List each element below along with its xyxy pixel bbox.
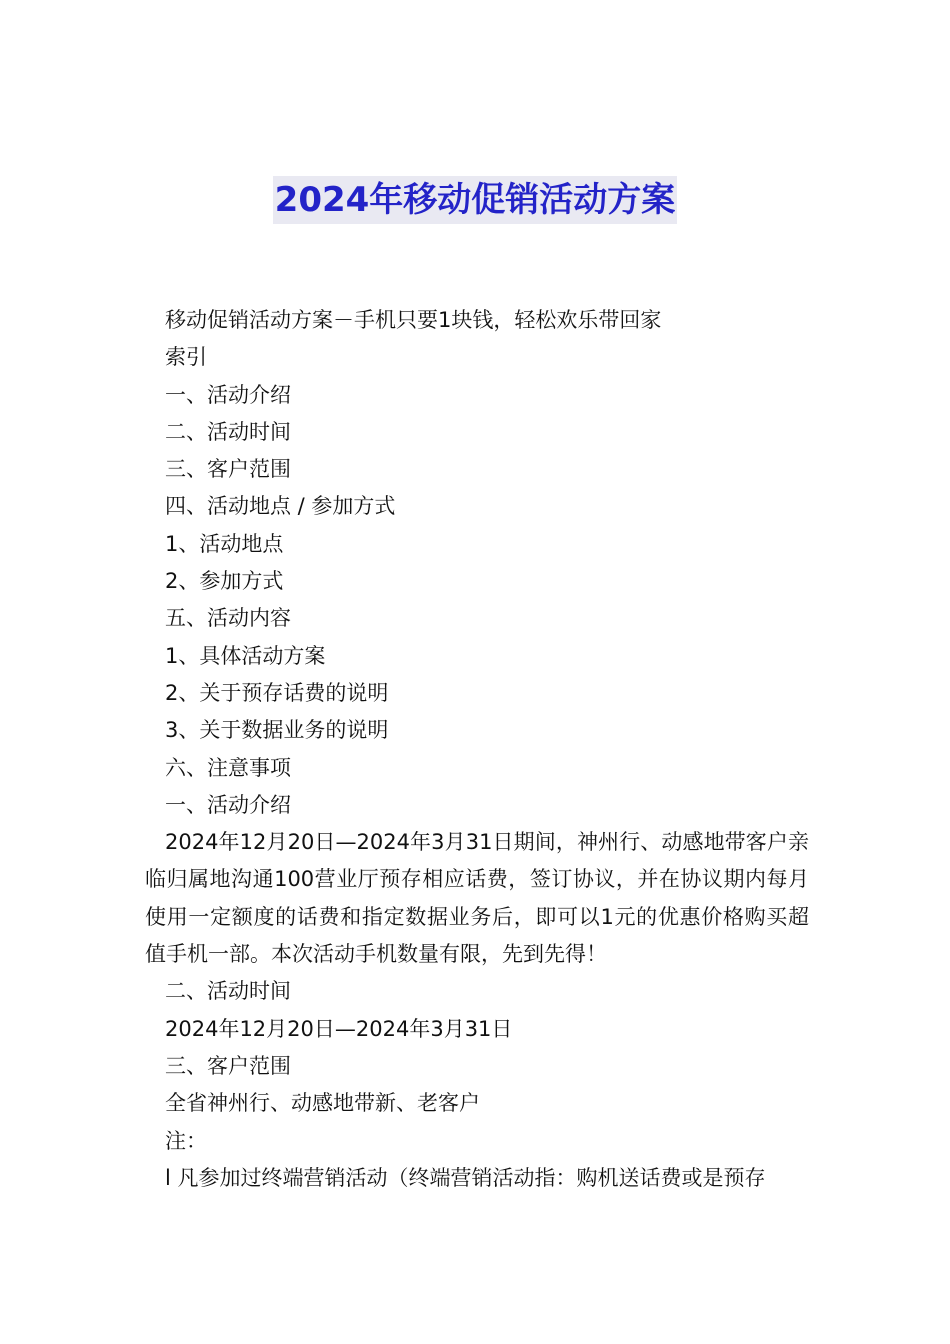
subtitle-line: 移动促销活动方案－手机只要1块钱，轻松欢乐带回家 [165, 308, 662, 332]
intro-paragraph: 2024年12月20日—2024年3月31日期间，神州行、动感地带客户亲临归属地沟通100营业厅预存相应话费，签订协议，并在协议期内每月使用一定额度的话费和指定数据业务后，即可以1元的优惠价格购买超值手机一部。本次活动手机数量有限，先到先得！ [145, 830, 809, 967]
document-title: 2024年移动促销活动方案 [273, 176, 678, 224]
index-item: 五、活动内容 [165, 606, 291, 631]
section-body-customers: 全省神州行、动感地带新、老客户 [165, 1091, 480, 1116]
index-subitem: 1、具体活动方案 [165, 643, 326, 668]
index-subitem: 2、参加方式 [165, 569, 284, 594]
index-heading: 索引 [165, 345, 207, 370]
index-item: 一、活动介绍 [165, 382, 291, 407]
index-item: 三、客户范围 [165, 457, 291, 482]
title-wrap [0, 176, 950, 224]
section-heading-intro: 一、活动介绍 [165, 792, 291, 817]
index-item: 六、注意事项 [165, 755, 291, 780]
document-body [145, 302, 809, 1197]
index-item: 二、活动时间 [165, 419, 291, 444]
section-heading-customers: 三、客户范围 [165, 1053, 291, 1078]
index-subitem: 3、关于数据业务的说明 [165, 718, 389, 743]
index-item: 四、活动地点 / 参加方式 [165, 494, 396, 519]
note-label: 注： [165, 1128, 207, 1153]
section-body-time: 2024年12月20日—2024年3月31日 [165, 1016, 513, 1041]
note-item: l 凡参加过终端营销活动（终端营销活动指：购机送话费或是预存 [165, 1165, 766, 1190]
index-subitem: 2、关于预存话费的说明 [165, 680, 389, 705]
index-subitem: 1、活动地点 [165, 531, 284, 556]
section-heading-time: 二、活动时间 [165, 979, 291, 1004]
